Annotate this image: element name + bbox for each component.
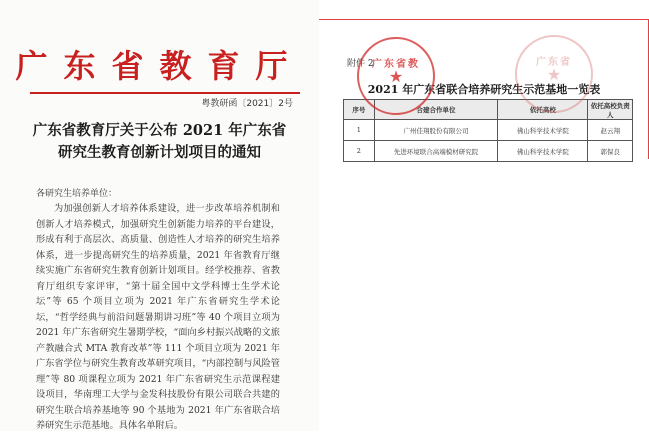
table-row: [344, 141, 633, 162]
table-row: [344, 120, 633, 141]
faint-seal-star-icon: ★: [546, 65, 562, 84]
salutation: 各研究生培养单位：: [36, 189, 118, 199]
document-number: 粤教研函〔2021〕2号: [201, 99, 293, 109]
cell-number: 2: [344, 141, 375, 162]
notice-title-line-1: 广东省教育厅关于公布 2021 年广东省: [32, 122, 287, 139]
cell-person: 赵云翔: [588, 120, 633, 141]
cell-partner: 广州佳翔股份有限公司: [374, 120, 498, 141]
header-cell-number: 序号: [344, 100, 375, 120]
base-list-table: [343, 99, 633, 162]
cell-partner: 先进环境联合高端模材研究院: [374, 141, 498, 162]
header-cell-university: 依托高校: [498, 100, 588, 120]
attachment-label: 附件 2: [347, 59, 374, 69]
seal-text: 广东省教: [372, 59, 420, 70]
cell-university: 佛山科学技术学院: [498, 120, 588, 141]
attachment-page: [319, 19, 649, 209]
table-header-row: [344, 100, 633, 120]
red-divider-line: [30, 92, 300, 94]
cell-university: 佛山科学技术学院: [498, 141, 588, 162]
notice-title: [0, 120, 319, 164]
page-top-edge: [319, 19, 649, 20]
notice-document-page: [0, 0, 319, 431]
table-title: 2021 年广东省联合培养研究生示范基地一览表: [367, 83, 601, 96]
body-paragraph: 为加强创新人才培养体系建设，进一步改革培养机制和创新人才培养模式，加强研究生创新能力培养的平台建设，形成有利于高层次、高质量、创造性人才培养的研究生培养体系，进一步提高研究生的培养质量，2021 年省教育厅继续实施广东省研究生教育创新计划项目。经学校推荐、省教育厅组织专家评审，“第十届全国中文学科博士生学术论坛”等 65 个项目立项为 2021 年广东省研究生学术论坛，“哲学经典与前沿问题暑期讲习班”等 40 个项目立项为 2021 年广东省研究生暑期学校，“面向乡村振兴战略的文旅产教融合式 MTA 教育改革”等 111 个项目立项为 2021 年广东省学位与研究生教育改革研究项目，“内部控制与风险管理”等 80 项课程立项为 2021 年广东省研究生示范课程建设项目，华南理工大学与金发科技股份有限公司联合共建的研究生联合培养基地等 90 个基地为 2021 年广东省联合培养研究生示范基地。具体名单附后。: [36, 203, 280, 431]
header-cell-person: 依托高校负责人: [588, 100, 633, 120]
cell-person: 郭保良: [588, 141, 633, 162]
base-list-table-wrapper: [343, 99, 633, 162]
issuer-header: 广东省教育厅: [15, 47, 304, 85]
notice-body: [36, 201, 280, 434]
cell-number: 1: [344, 120, 375, 141]
seal-star-icon: ★: [388, 67, 404, 86]
header-cell-partner: 合建合作单位: [374, 100, 498, 120]
notice-title-line-2: 研究生教育创新计划项目的通知: [58, 144, 261, 161]
faint-seal-text: 广东省: [536, 57, 572, 68]
